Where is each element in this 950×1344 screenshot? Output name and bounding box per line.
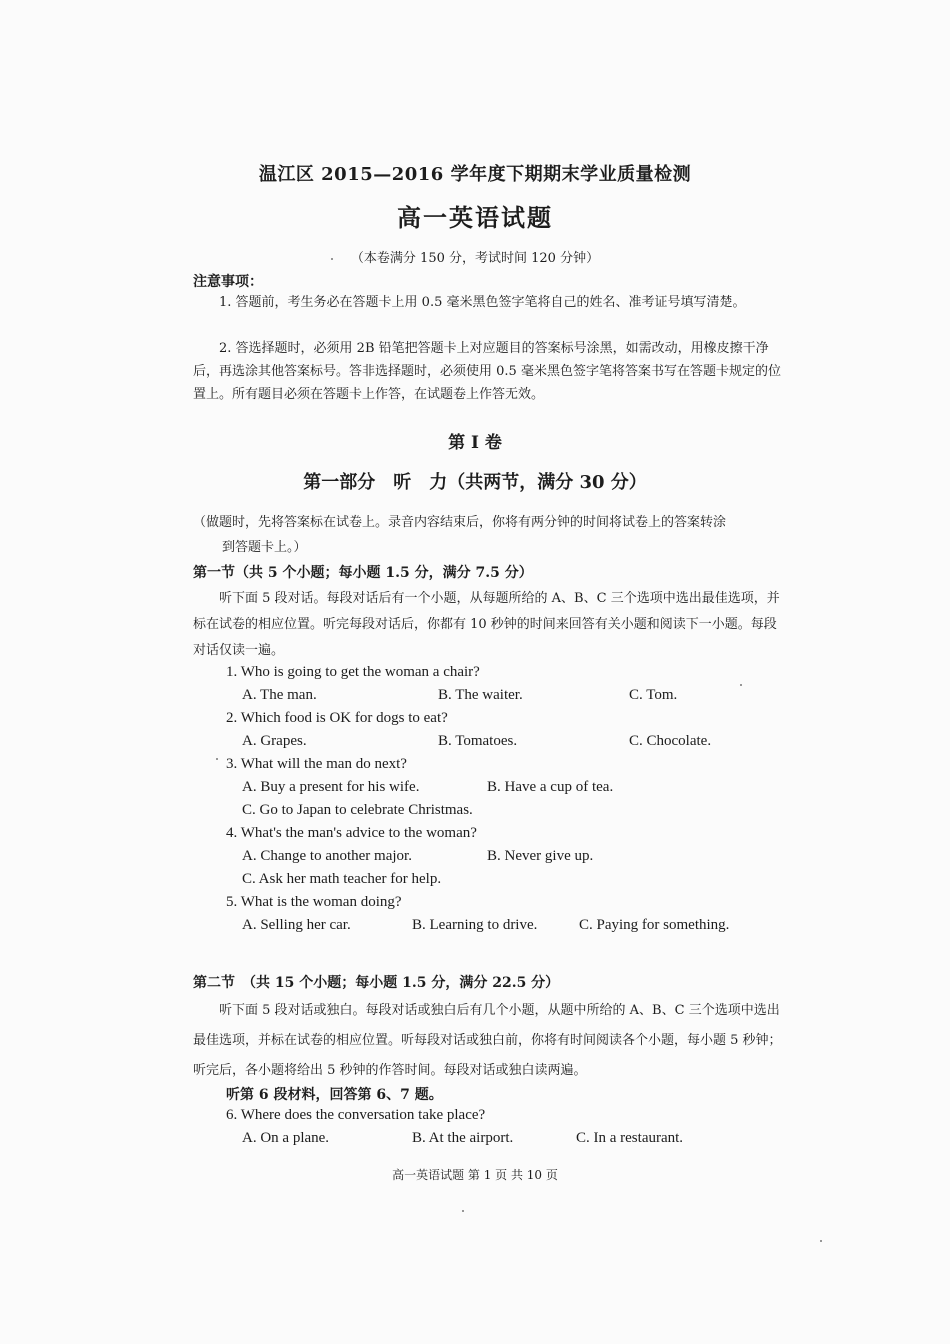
q1-option-a: A. The man. bbox=[242, 687, 317, 703]
exam-title: 温江区 2015—2016 学年度下期期末学业质量检测 bbox=[258, 164, 692, 185]
material-heading: 听第 6 段材料，回答第 6、7 题。 bbox=[226, 1087, 443, 1103]
section2-instruction: 听下面 5 段对话或独白。每段对话或独白后有几个小题，从题中所给的 A、B、C 三个选项中选出最佳选项，并标在试卷的相应位置。听每段对话或独白前，你将有时间阅读各个小题，每小题 5 秒钟；听完后，各小题将给出 5 秒钟的作答时间。每段对话或独白读两遍。 bbox=[193, 1003, 782, 1078]
q4-option-a: A. Change to another major. bbox=[242, 848, 412, 864]
question-3: 3. What will the man do next? bbox=[226, 756, 407, 772]
q3-option-a: A. Buy a present for his wife. bbox=[242, 779, 420, 795]
scan-speck bbox=[331, 258, 333, 260]
q2-option-b: B. Tomatoes. bbox=[438, 733, 518, 749]
exam-info: （本卷满分 150 分，考试时间 120 分钟） bbox=[350, 251, 600, 266]
section1-heading: 第一节（共 5 个小题；每小题 1.5 分，满分 7.5 分） bbox=[193, 565, 533, 581]
scan-speck bbox=[462, 1210, 464, 1212]
q3-option-b: B. Have a cup of tea. bbox=[487, 779, 614, 795]
q6-option-c: C. In a restaurant. bbox=[576, 1130, 684, 1146]
q4-option-b: B. Never give up. bbox=[487, 848, 594, 864]
scan-speck bbox=[216, 758, 218, 760]
question-6: 6. Where does the conversation take place? bbox=[226, 1107, 486, 1123]
page-footer: 高一英语试题 第 1 页 共 10 页 bbox=[392, 1168, 558, 1182]
q6-option-b: B. At the airport. bbox=[412, 1130, 514, 1146]
q1-option-c: C. Tom. bbox=[629, 687, 678, 703]
q1-option-b: B. The waiter. bbox=[438, 687, 523, 703]
notice-heading: 注意事项： bbox=[193, 274, 263, 290]
question-1: 1. Who is going to get the woman a chair? bbox=[226, 664, 480, 680]
q5-option-b: B. Learning to drive. bbox=[412, 917, 538, 933]
question-4: 4. What's the man's advice to the woman? bbox=[226, 825, 477, 841]
scan-speck bbox=[740, 684, 742, 686]
part1-heading: 第一部分 听 力（共两节，满分 30 分） bbox=[303, 472, 647, 493]
q2-option-c: C. Chocolate. bbox=[629, 733, 712, 749]
scan-speck bbox=[820, 1240, 822, 1242]
q3-option-c: C. Go to Japan to celebrate Christmas. bbox=[242, 802, 473, 818]
notice-item-1: 1. 答题前，考生务必在答题卡上用 0.5 毫米黑色签字笔将自己的姓名、准考证号填写清楚。 bbox=[219, 295, 746, 310]
section2-heading: 第二节 （共 15 个小题；每小题 1.5 分，满分 22.5 分） bbox=[193, 975, 560, 991]
question-5: 5. What is the woman doing? bbox=[226, 894, 402, 910]
question-2: 2. Which food is OK for dogs to eat? bbox=[226, 710, 448, 726]
part1-instruction-line2: 到答题卡上。） bbox=[222, 540, 307, 555]
part1-instruction-line1: （做题时，先将答案标在试卷上。录音内容结束后，你将有两分钟的时间将试卷上的答案转涂 bbox=[193, 515, 727, 530]
q6-option-a: A. On a plane. bbox=[242, 1130, 330, 1146]
q5-option-c: C. Paying for something. bbox=[579, 917, 730, 933]
q5-option-a: A. Selling her car. bbox=[242, 917, 351, 933]
volume-heading: 第 I 卷 bbox=[448, 433, 502, 453]
subject-title: 高一英语试题 bbox=[397, 203, 553, 232]
q2-option-a: A. Grapes. bbox=[242, 733, 307, 749]
section1-instruction: 听下面 5 段对话。每段对话后有一个小题，从每题所给的 A、B、C 三个选项中选出最佳选项，并标在试卷的相应位置。听完每段对话后，你都有 10 秒钟的时间来回答有关小题和阅读下一小题。每段对话仅读一遍。 bbox=[193, 591, 780, 658]
notice-item-2: 2. 答选择题时，必须用 2B 铅笔把答题卡上对应题目的答案标号涂黑，如需改动，用橡皮擦干净后，再选涂其他答案标号。答非选择题时，必须使用 0.5 毫米黑色签字笔将答案书写在答题卡规定的位置上。所有题目必须在答题卡上作答，在试题卷上作答无效。 bbox=[193, 341, 781, 402]
q4-option-c: C. Ask her math teacher for help. bbox=[242, 871, 442, 887]
